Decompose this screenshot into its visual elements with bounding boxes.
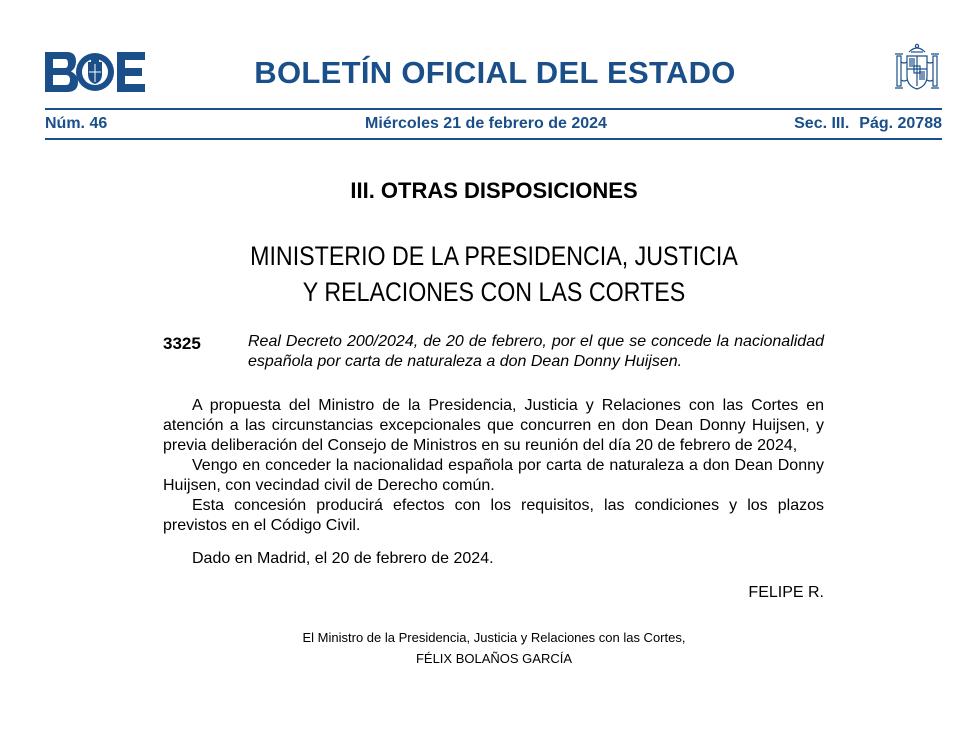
boe-logo	[45, 52, 145, 92]
header-rule-bottom	[45, 138, 942, 140]
section-title: III. OTRAS DISPOSICIONES	[350, 178, 638, 203]
coat-of-arms-icon	[892, 42, 942, 98]
section-label: Sec. III.	[794, 115, 850, 132]
paragraph: A propuesta del Ministro de la Presidencia, Justicia y Relaciones con las Cortes en atención a las circunstancias excepcionales que concurren en don Dean Donny Huijsen, y previa deliberación del Consejo de Ministros en su reunión del día 20 de febrero de 2024,	[163, 397, 824, 454]
ministry-heading	[69, 238, 919, 310]
disposition-number: 3325	[163, 334, 201, 353]
paragraph: Vengo en conceder la nacionalidad española por carta de naturaleza a don Dean Donny Huijsen, con vecindad civil de Derecho común.	[163, 457, 824, 494]
decree-body	[163, 396, 824, 536]
minister-countersignature	[0, 627, 972, 669]
minister-name: FÉLIX BOLAÑOS GARCÍA	[415, 651, 573, 666]
section-page	[784, 115, 942, 133]
royal-signature: FELIPE R.	[748, 584, 824, 601]
header-rule-top	[45, 108, 942, 110]
ministry-line-2: Y RELACIONES CON LAS CORTES	[302, 277, 686, 307]
issue-number: Núm. 46	[45, 115, 108, 132]
paragraph: Esta concesión producirá efectos con los requisitos, las condiciones y los plazos previstos en el Código Civil.	[163, 497, 824, 534]
minister-title: El Ministro de la Presidencia, Justicia y Relaciones con las Cortes,	[302, 630, 686, 645]
place-date-line: Dado en Madrid, el 20 de febrero de 2024.	[192, 550, 494, 567]
page-number: Pág. 20788	[859, 115, 942, 132]
ministry-line-1: MINISTERIO DE LA PRESIDENCIA, JUSTICIA	[250, 241, 738, 271]
issue-date: Miércoles 21 de febrero de 2024	[365, 115, 607, 132]
disposition-title: Real Decreto 200/2024, de 20 de febrero, por el que se concede la nacionalidad española por carta de naturaleza a don Dean Donny Huijsen.	[248, 333, 824, 370]
newspaper-title: BOLETÍN OFICIAL DEL ESTADO	[254, 55, 736, 90]
